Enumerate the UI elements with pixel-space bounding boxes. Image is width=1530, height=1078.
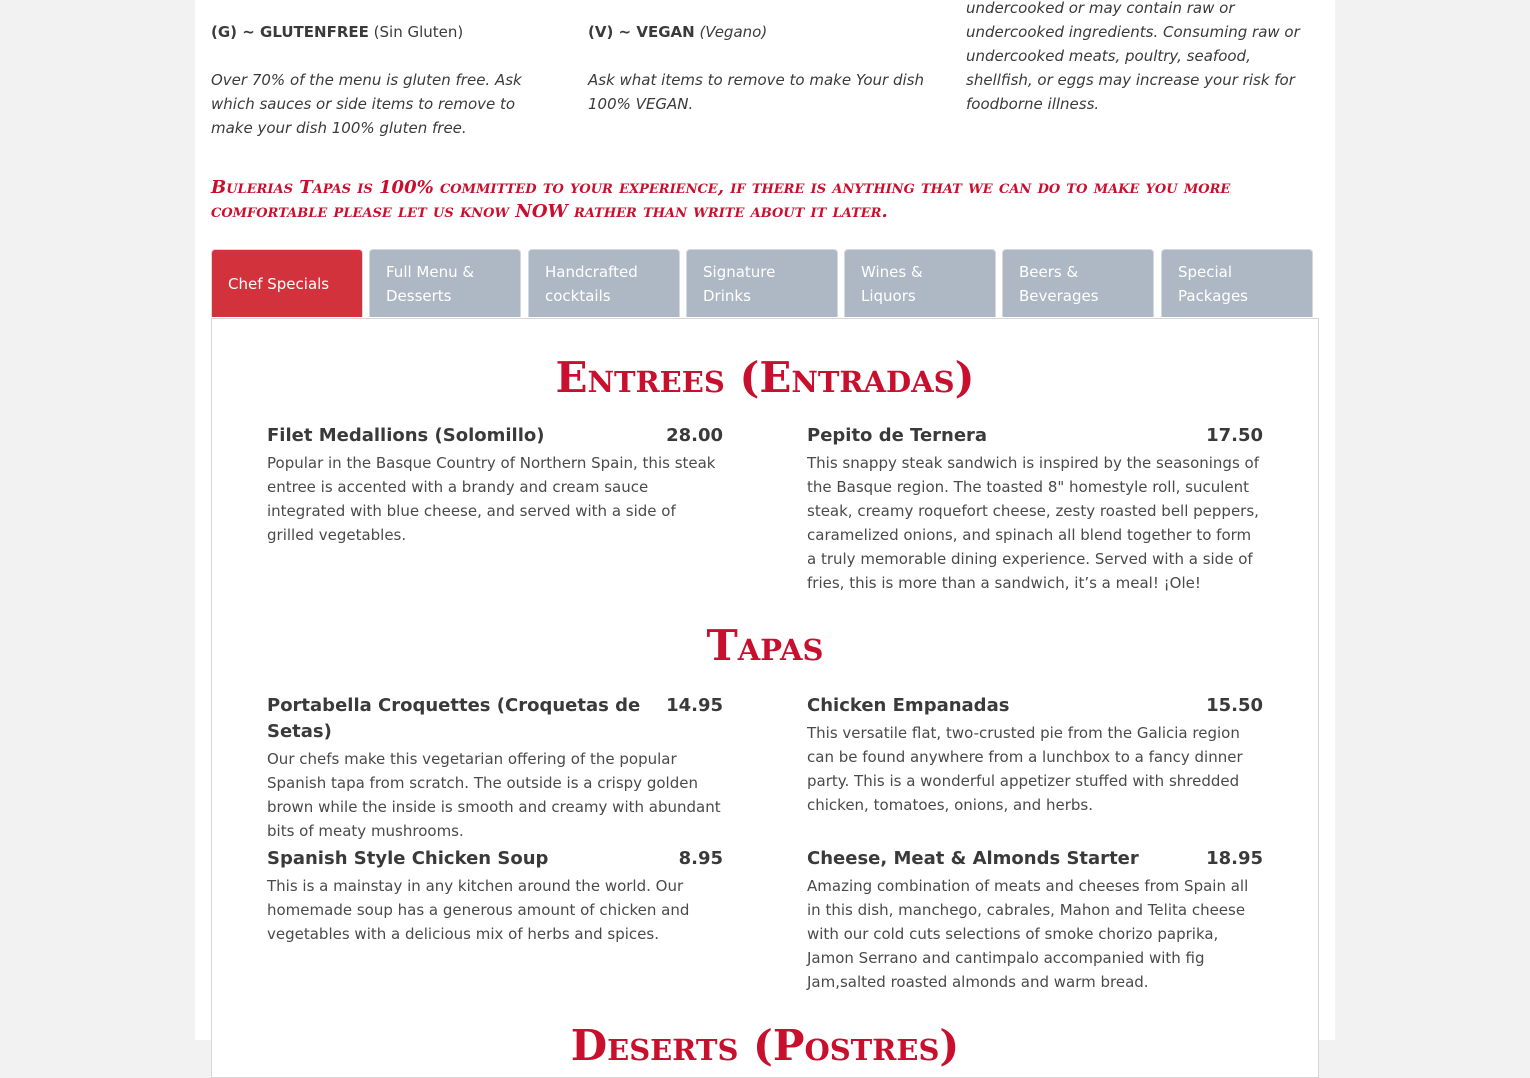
item-price: 14.95 [666, 695, 723, 716]
menu-item [807, 693, 1263, 817]
section-title-tapas: Tapas [706, 621, 824, 670]
item-description: This snappy steak sandwich is inspired by the seasonings of the Basque region. The toasted 8" homestyle roll, suculent steak, creamy roquefort cheese, zesty roasted bell peppers, caramelized onions, and spinach all blend together to form a truly memorable dining experience. Served with a side of fries, this is more than a sandwich, it’s a meal! ¡Ole! [807, 454, 1259, 592]
menu-item [267, 423, 723, 547]
tab-chef-specials[interactable] [211, 249, 363, 317]
item-description: Amazing combination of meats and cheeses from Spain all in this dish, manchego, cabrales, Mahon and Telita cheese with our cold cuts selections of smoke chorizo paprika, Jamon Serrano and cantimpalo accompanied with fig Jam,salted roasted almonds and warm bread. [807, 877, 1249, 991]
item-price: 28.00 [666, 425, 723, 446]
item-name: Spanish Style Chicken Soup [267, 848, 549, 869]
gluten-free-note: (Sin Gluten) [373, 23, 464, 41]
item-name: Portabella Croquettes (Croquetas de Setas) [267, 695, 641, 742]
menu-item [807, 846, 1263, 994]
tab-label: Special Packages [1178, 262, 1248, 305]
tab-label: Beers & Beverages [1019, 262, 1099, 305]
vegan-note: (Vegano) [699, 23, 768, 41]
menu-item [807, 423, 1263, 595]
tab-full-menu-desserts[interactable] [369, 249, 521, 317]
menu-page [195, 0, 1335, 1070]
vegan-code: (V) ~ VEGAN [588, 23, 695, 41]
item-name: Chicken Empanadas [807, 695, 1010, 716]
tab-label: Wines & Liquors [861, 262, 923, 305]
raw-warning-desc: undercooked or may contain raw or undercooked ingredients. Consuming raw or undercooked meats, poultry, seafood, shellfish, or eggs may increase your risk for foodborne illness. [966, 0, 1300, 113]
vegan-desc: Ask what items to remove to make Your dish 100% VEGAN. [588, 71, 924, 113]
gluten-free-code: (G) ~ GLUTENFREE [211, 23, 369, 41]
tab-label: Handcrafted cocktails [545, 262, 638, 305]
item-price: 15.50 [1206, 695, 1263, 716]
legend-column-3 [966, 0, 1321, 140]
item-description: This is a mainstay in any kitchen around the world. Our homemade soup has a generous amount of chicken and vegetables with a delicious mix of herbs and spices. [267, 877, 690, 943]
tab-beers-beverages[interactable] [1002, 249, 1154, 317]
menu-item [267, 846, 723, 946]
tab-panel-chef-specials [211, 318, 1319, 1078]
tab-label: Full Menu & Desserts [386, 262, 475, 305]
tab-handcrafted-cocktails[interactable] [528, 249, 680, 317]
menu-item [267, 693, 723, 843]
gluten-free-desc: Over 70% of the menu is gluten free. Ask which sauces or side items to remove to make your dish 100% gluten free. [211, 71, 522, 137]
tab-signature-drinks[interactable] [686, 249, 838, 317]
section-title-deserts: Deserts (Postres) [570, 1021, 960, 1070]
item-description: Popular in the Basque Country of Northern Spain, this steak entree is accented with a brandy and cream sauce integrated with blue cheese, and served with a side of grilled vegetables. [267, 454, 716, 544]
section-title-entrees: Entrees (Entradas) [555, 353, 975, 402]
legend-column-2 [588, 0, 928, 140]
item-name: Pepito de Ternera [807, 425, 988, 446]
item-price: 8.95 [678, 848, 723, 869]
item-name: Cheese, Meat & Almonds Starter [807, 848, 1139, 869]
dietary-legend [211, 0, 1319, 152]
item-price: 17.50 [1206, 425, 1263, 446]
tab-special-packages[interactable] [1161, 249, 1313, 317]
legend-column-1 [211, 0, 561, 164]
item-description: This versatile flat, two-crusted pie from the Galicia region can be found anywhere from a lunchbox to a fancy dinner party. This is a wonderful appetizer stuffed with shredded chicken, tomatoes, onions, and herbs. [807, 724, 1243, 814]
tab-label: Signature Drinks [703, 262, 776, 305]
item-name: Filet Medallions (Solomillo) [267, 425, 545, 446]
item-description: Our chefs make this vegetarian offering of the popular Spanish tapa from scratch. The outside is a crispy golden brown while the inside is smooth and creamy with abundant bits of meaty mushrooms. [267, 750, 721, 840]
tab-label: Chef Specials [228, 274, 330, 293]
commitment-statement: Bulerias Tapas is 100% committed to your experience, if there is anything that we can do to make you more comfortable please let us know NOW rather than write about it later. [211, 177, 1231, 222]
item-price: 18.95 [1206, 848, 1263, 869]
tab-wines-liquors[interactable] [844, 249, 996, 317]
